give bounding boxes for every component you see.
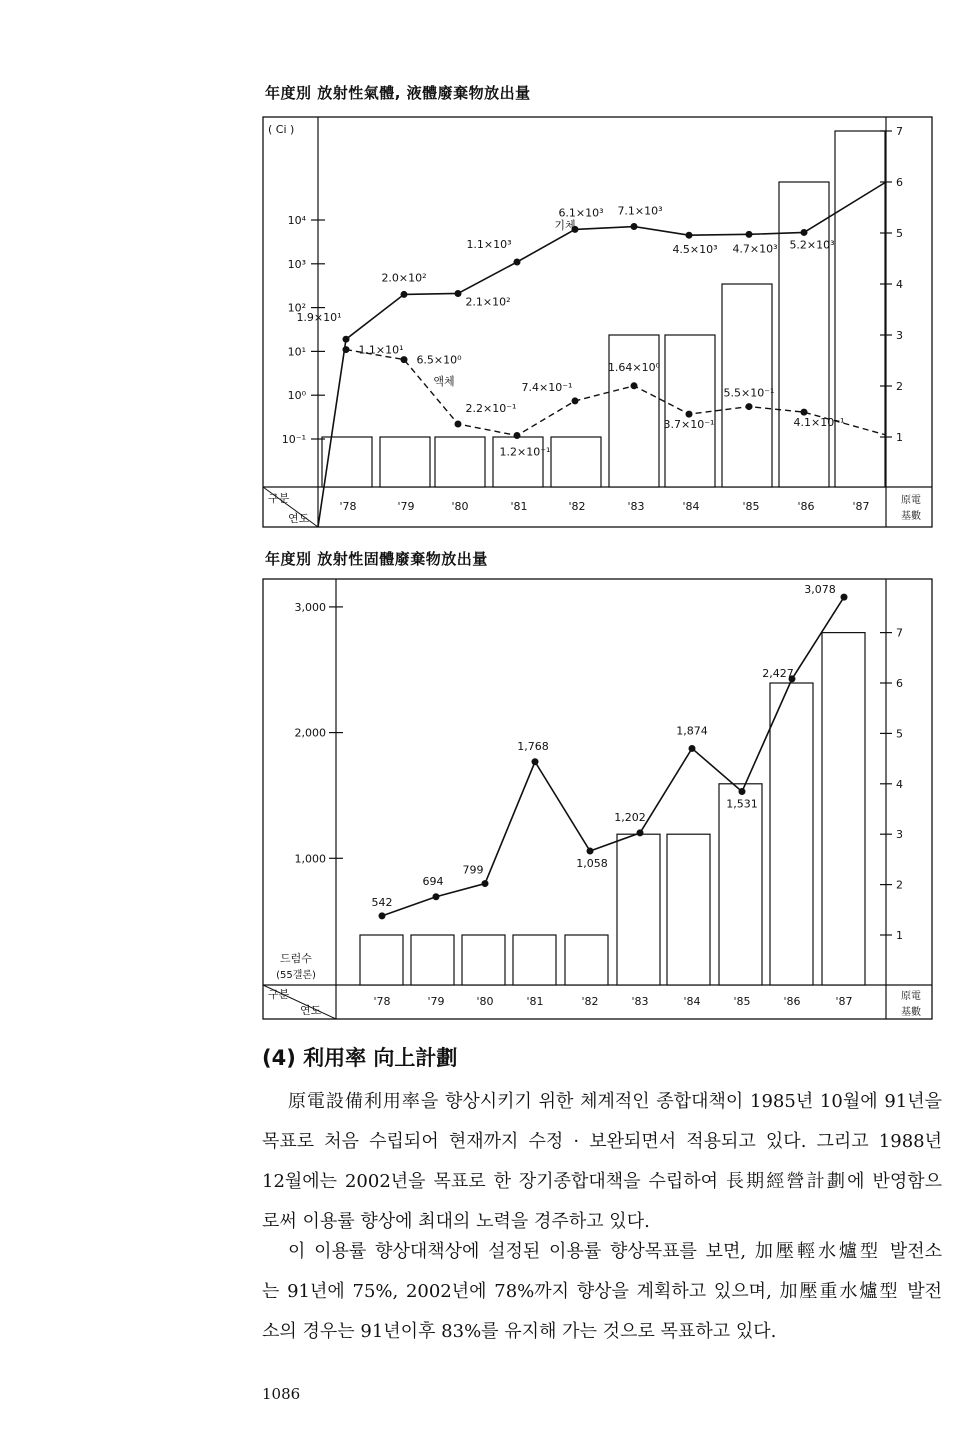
chart1-right-axis-label: 原電 [901, 495, 921, 506]
chart2-title: 年度別 放射性固體廢棄物放出量 [265, 550, 488, 568]
chart1-y-tick-label: 10¹ [287, 345, 306, 359]
chart2-unit-label: 드럼수 [280, 952, 312, 965]
chart2-y-tick-label: 2,000 [294, 726, 326, 740]
chart1-liquid-data-label: 3.7×10⁻¹ [663, 418, 715, 432]
chart1-gas-data-label: 1.9×10¹ [296, 311, 342, 325]
chart1-right-tick-label: 3 [896, 329, 903, 342]
chart1-y-tick-label: 10⁰ [287, 389, 306, 403]
chart2-bar [822, 633, 865, 985]
chart2-data-label: 542 [371, 895, 393, 909]
paragraph-1-line: 로써 이용률 향상에 최대의 노력을 경주하고 있다. [262, 1211, 650, 1232]
chart2-bar [513, 935, 556, 985]
chart1-right-tick-label: 1 [896, 431, 903, 444]
chart2-right-tick-label: 2 [896, 878, 903, 892]
chart1-y-tick-label: 10² [287, 301, 306, 315]
paragraph-1-line: 12월에는 2002년을 목표로 한 장기종합대책을 수립하여 長期經營計劃에 반영함으 [262, 1171, 942, 1192]
chart1-x-tick-label: '78 [339, 500, 357, 513]
paragraph-1 [262, 1082, 942, 1242]
chart2-x-tick-label: '85 [733, 995, 751, 1008]
chart2-right-tick-label: 6 [896, 677, 903, 690]
chart2-bar [667, 834, 710, 985]
chart2-x-tick-label: '84 [683, 995, 701, 1008]
paragraph-1-line: 原電設備利用率을 향상시키기 위한 체계적인 종합대책이 1985년 10월에 91년을 [288, 1091, 942, 1112]
paragraph-2-line: 소의 경우는 91년이후 83%를 유지해 가는 것으로 목표하고 있다. [262, 1321, 777, 1342]
chart2-right-axis-label: 基數 [901, 1007, 921, 1018]
chart2-right-tick-label: 3 [896, 828, 903, 842]
chart1-x-tick-label: '79 [397, 500, 415, 513]
chart1-right-tick-label: 2 [896, 380, 903, 393]
chart2-data-label: 694 [422, 874, 444, 888]
section-heading: (4) 利用率 向上計劃 [262, 1046, 458, 1070]
chart2-point [532, 758, 539, 765]
chart1-gas-series-label: 기체 [554, 219, 576, 232]
chart2-right-tick-label: 1 [896, 929, 903, 942]
chart1-liquid-data-label: 1.64×10⁰ [607, 360, 661, 374]
chart2-x-tick-label: '81 [526, 995, 544, 1008]
chart1-x-tick-label: '87 [852, 500, 870, 513]
chart2-x-tick-label: '83 [631, 995, 649, 1008]
chart2-bar [360, 935, 403, 985]
chart2-bar [411, 935, 454, 985]
paragraph-2-line: 이 이용률 향상대책상에 설정된 이용률 향상목표를 보면, 加壓輕水爐型 발전소 [288, 1241, 942, 1262]
chart2-data-label: 1,768 [517, 739, 549, 753]
chart2-y-tick-label: 1,000 [294, 852, 326, 866]
chart1-title: 年度別 放射性氣體, 液體廢棄物放出量 [265, 84, 531, 102]
chart1-gas-data-label: 2.1×10² [465, 295, 511, 309]
chart1-liquid-data-label: 1.1×10¹ [358, 343, 404, 357]
chart2-x-tick-label: '79 [427, 995, 445, 1008]
chart2-data-label: 799 [462, 863, 484, 877]
chart2-y-tick-label: 3,000 [294, 600, 326, 614]
chart1-liquid-data-label: 1.2×10⁻¹ [499, 445, 551, 459]
chart1-x-tick-label: '80 [451, 500, 469, 513]
chart1-right-tick-label: 5 [896, 227, 903, 240]
chart1-liquid-data-label: 4.1×10⁻¹ [793, 416, 845, 430]
chart1-right-axis-label: 基數 [901, 511, 921, 522]
chart2-data-label: 1,058 [576, 857, 608, 871]
chart1-right-tick-label: 6 [896, 176, 903, 189]
chart1-liquid-series-label: 액체 [433, 375, 455, 388]
chart2-x-tick-label: '80 [476, 995, 494, 1008]
chart2-point [433, 893, 440, 900]
chart1-y-tick-label: 10⁴ [287, 214, 306, 227]
chart1-x-tick-label: '85 [742, 500, 760, 513]
chart2-x-tick-label: '82 [581, 995, 599, 1008]
chart1-gas-data-label: 6.1×10³ [558, 206, 604, 220]
chart1-liquid-data-label: 2.2×10⁻¹ [465, 402, 517, 416]
chart2-bar [770, 683, 813, 985]
chart1-gas-data-label: 4.7×10³ [732, 242, 778, 256]
paragraph-2-line: 는 91년에 75%, 2002년에 78%까지 향상을 계획하고 있으며, 加壓重水爐型 발전 [262, 1281, 942, 1302]
chart2-data-label: 1,202 [614, 810, 646, 824]
paragraph-2 [262, 1232, 942, 1352]
chart2-right-tick-label: 4 [896, 777, 903, 791]
chart1-x-tick-label: '81 [510, 500, 528, 513]
page-number: 1086 [262, 1385, 301, 1403]
chart1-gas-data-label: 2.0×10² [381, 271, 427, 285]
chart2-point [637, 829, 644, 836]
chart1-right-tick-label: 7 [896, 125, 903, 138]
chart1-liquid-data-label: 5.5×10⁻¹ [723, 386, 775, 400]
chart2-bar [565, 935, 608, 985]
chart1-y-tick-label: 10³ [287, 257, 306, 271]
chart2-point [841, 594, 848, 601]
chart2-bar [719, 784, 762, 985]
chart1-gas-data-label: 5.2×10³ [789, 238, 835, 252]
chart1-liquid-data-label: 6.5×10⁰ [416, 353, 462, 367]
chart1-x-tick-label: '86 [797, 500, 815, 513]
chart2-corner-label: 연도 [300, 1004, 322, 1017]
chart2-point [739, 788, 746, 795]
chart2-point [587, 848, 594, 855]
chart2-data-label: 1,874 [676, 724, 708, 738]
paragraph-1-line: 목표로 처음 수립되어 현재까지 수정 · 보완되면서 적용되고 있다. 그리고 1988년 [262, 1131, 942, 1152]
chart1-liquid-data-label: 7.4×10⁻¹ [521, 380, 573, 394]
chart1-corner-label: 구분 [268, 492, 290, 505]
chart1-corner-label: 연도 [288, 512, 310, 525]
chart2-x-tick-label: '78 [373, 995, 391, 1008]
chart1-gas-data-label: 7.1×10³ [617, 204, 663, 218]
chart2-x-tick-label: '86 [783, 995, 801, 1008]
chart1-x-tick-label: '83 [627, 500, 645, 513]
chart1-y-tick-label: 10⁻¹ [281, 433, 306, 446]
chart2-bar [462, 935, 505, 985]
chart2-data-label: 1,531 [726, 797, 758, 811]
chart2-data-label: 2,427 [762, 666, 794, 680]
chart2-point [689, 745, 696, 752]
chart1-gas-data-label: 1.1×10³ [466, 237, 512, 251]
chart1-x-tick-label: '82 [568, 500, 586, 513]
chart2-data-label: 3,078 [804, 583, 836, 597]
chart2-right-tick-label: 5 [896, 727, 903, 741]
chart1-right-tick-label: 4 [896, 278, 903, 291]
chart2-right-axis-label: 原電 [901, 991, 921, 1002]
chart2-point [379, 912, 386, 919]
chart1-gas-data-label: 4.5×10³ [672, 243, 718, 257]
chart2-bar [617, 834, 660, 985]
chart2-right-tick-label: 7 [896, 626, 903, 640]
chart1-x-tick-label: '84 [682, 500, 700, 513]
chart1-unit-label: ( Ci ) [268, 123, 295, 136]
chart2-corner-label: 구분 [268, 988, 290, 1001]
chart2-unit-label: (55갤론) [276, 970, 316, 981]
chart2-x-tick-label: '87 [835, 995, 853, 1008]
chart2-point [482, 880, 489, 887]
